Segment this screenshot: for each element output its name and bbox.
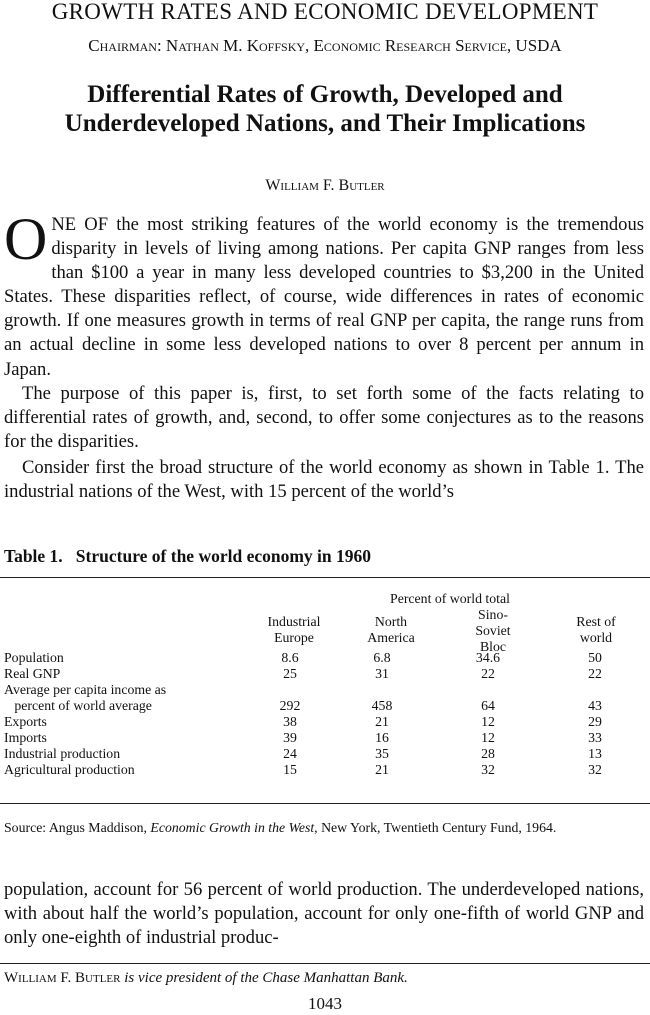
table-cell: 21: [375, 714, 389, 729]
author-footnote: [4, 969, 644, 987]
table-cell: 29: [588, 714, 602, 729]
table-cell: 32: [481, 762, 495, 777]
table-cell: 39: [283, 730, 297, 745]
table-cell: 22: [481, 666, 495, 681]
table-cell: 38: [283, 714, 297, 729]
table-cell: 458: [371, 698, 393, 713]
author-name: William F. Butler: [265, 177, 385, 194]
table-row-label: Population: [4, 650, 64, 665]
table-cell: 50: [588, 650, 602, 665]
table-row-label: percent of world average: [4, 698, 152, 713]
column-header-north-america: North America: [367, 614, 415, 645]
paragraph-4: population, account for 56 percent of world production. The underdeveloped nations, with about half the world’s population, account for only one-fifth of world GNP and only one-eighth of industrial produc-: [4, 879, 644, 949]
table-cell: 292: [279, 698, 301, 713]
drop-cap: O: [4, 206, 48, 272]
table-cell: 21: [375, 762, 389, 777]
table-top-rule: [0, 577, 650, 578]
chairman-line: Chairman: Nathan M. Koffsky, Economic Research Service, USDA: [88, 36, 562, 55]
table-cell: 31: [375, 666, 389, 681]
column-group-header: Percent of world total: [390, 591, 510, 606]
table-cell: 34.6: [475, 650, 501, 665]
footnote-text: is vice president of the Chase Manhattan Bank.: [120, 970, 408, 986]
table-cell: 43: [588, 698, 602, 713]
column-header-sino-soviet-bloc: Sino- Soviet Bloc: [475, 607, 511, 654]
table-cell: 8.6: [281, 650, 299, 665]
table-row-label: Agricultural production: [4, 762, 135, 777]
paragraph-1: [4, 206, 644, 382]
table-bottom-rule: [0, 803, 650, 804]
table-cell: 13: [588, 746, 602, 761]
table-cell: 24: [283, 746, 297, 761]
paragraph-1-text: NE OF the most striking features of the world economy is the tremendous disparity in levels of living among nations. Per capita GNP ranges from less than $100 a year in many less developed countries to $3,200 in the United States. These disparities reflect, of course, wide differences in rates of economic growth. If one measures growth in terms of real GNP per capita, the range runs from an actual decline in some less developed nations to over 8 percent per annum in Japan.: [4, 214, 644, 380]
table-cell: 6.8: [373, 650, 391, 665]
table-cell: 25: [283, 666, 297, 681]
table-row-label: Exports: [4, 714, 47, 729]
footnote-rule: [0, 963, 650, 964]
table-row-label: Imports: [4, 730, 47, 745]
footnote-author-name: William F. Butler: [4, 970, 121, 986]
table-cell: 28: [481, 746, 495, 761]
source-book-title: Economic Growth in the West,: [150, 820, 318, 835]
paragraph-3: Consider first the broad structure of the world economy as shown in Table 1. The industrial nations of the West, with 15 percent of the world’s: [4, 457, 644, 503]
column-header-industrial-europe: Industrial Europe: [267, 614, 321, 645]
table-cell: 16: [375, 730, 389, 745]
running-head: GROWTH RATES AND ECONOMIC DEVELOPMENT: [51, 0, 599, 24]
table-cell: 15: [283, 762, 297, 777]
table-cell: 64: [481, 698, 495, 713]
table-cell: 33: [588, 730, 602, 745]
table-source-note: [4, 820, 640, 836]
paragraph-2: The purpose of this paper is, first, to set forth some of the facts relating to differential rates of growth, and, second, to offer some conjectures as to the reasons for the disparities.: [4, 383, 644, 453]
table-cell: 22: [588, 666, 602, 681]
table-caption: Table 1. Structure of the world economy in 1960: [4, 546, 372, 566]
table-cell: 12: [481, 714, 495, 729]
article-title: Differential Rates of Growth, Developed and Underdeveloped Nations, and Their Implications: [64, 81, 586, 137]
table-row-label: Real GNP: [4, 666, 61, 681]
table-row-label: Industrial production: [4, 746, 121, 761]
table-cell: 12: [481, 730, 495, 745]
table-cell: 32: [588, 762, 602, 777]
table-cell: 35: [375, 746, 389, 761]
page-number: 1043: [308, 994, 342, 1013]
column-header-rest-of-world: Rest of world: [576, 614, 616, 645]
source-suffix: New York, Twentieth Century Fund, 1964.: [317, 820, 557, 835]
source-prefix: Source: Angus Maddison,: [4, 820, 151, 835]
table-row-label: Average per capita income as: [4, 682, 167, 697]
